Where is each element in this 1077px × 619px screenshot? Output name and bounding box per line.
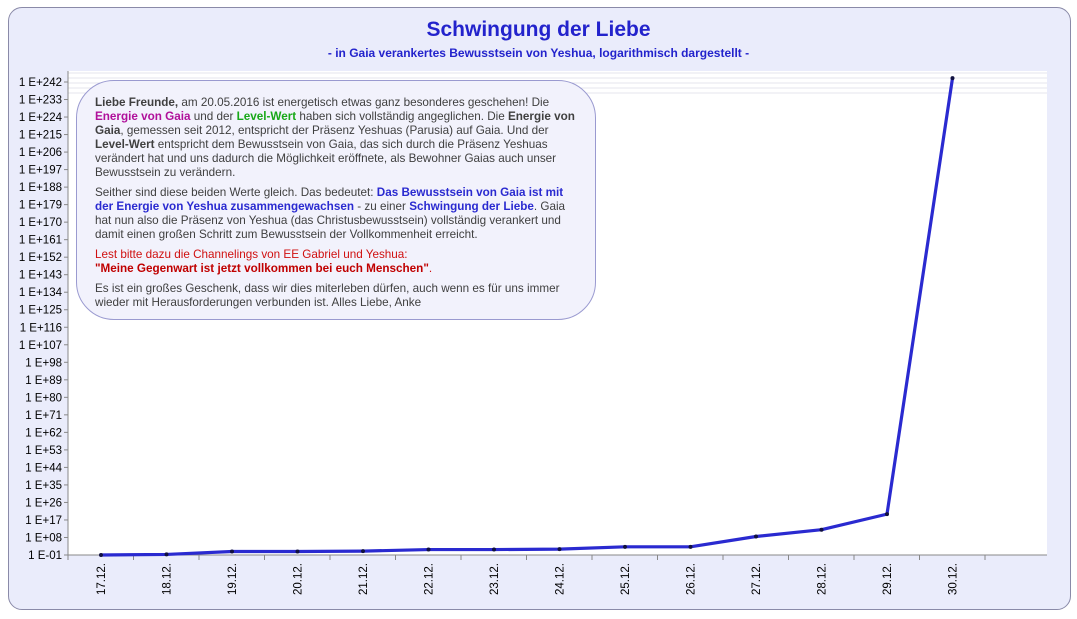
energie-label: Energie von Gaia [95, 110, 191, 123]
note-paragraph-3: Lest bitte dazu die Channelings von EE Gabriel und Yeshua: "Meine Gegenwart ist jetzt vollkommen bei euch Menschen". [95, 248, 433, 275]
data-point [230, 549, 234, 553]
x-tick-label: 18.12. [161, 563, 174, 595]
y-tick-label: 1 E+125 [18, 304, 62, 317]
y-axis [19, 71, 68, 562]
x-axis [68, 555, 1047, 595]
y-tick-label: 1 E-01 [28, 550, 62, 562]
data-point [492, 548, 496, 552]
y-tick-label: 1 E+62 [25, 427, 62, 440]
note-paragraph-2: Seither sind diese beiden Werte gleich. Das bedeutet: Das Bewusstsein von Gaia ist mit der Energie von Yeshua zusammengewachsen - zu einer Schwingung der Liebe. Gaia hat nun also die Präsenz von Yeshua (das Christusbewusstsein) vollständig verankert und damit einen großen Schritt zum Bewusstsein der Vollkommenheit erreicht. [95, 186, 566, 241]
y-tick-label: 1 E+224 [18, 112, 62, 125]
y-tick-label: 1 E+179 [18, 199, 62, 212]
x-tick-label: 21.12. [358, 563, 370, 595]
data-point [296, 549, 300, 553]
y-tick-label: 1 E+26 [25, 497, 62, 510]
x-tick-label: 23.12. [489, 563, 501, 595]
data-point [361, 549, 365, 553]
x-tick-label: 24.12. [554, 563, 567, 595]
level-label: Level-Wert [236, 110, 297, 123]
info-note [76, 80, 596, 320]
y-tick-label: 1 E+17 [25, 514, 62, 527]
y-tick-label: 1 E+35 [25, 479, 62, 492]
y-tick-label: 1 E+215 [18, 129, 62, 142]
x-tick-label: 19.12. [227, 563, 239, 595]
data-point [885, 512, 889, 516]
note-greeting: Liebe Freunde, [95, 96, 179, 109]
data-point [558, 547, 562, 551]
data-point [165, 552, 169, 556]
data-point [951, 76, 955, 80]
x-tick-label: 20.12. [292, 563, 305, 595]
y-tick-label: 1 E+116 [19, 322, 62, 335]
y-tick-label: 1 E+143 [18, 269, 62, 282]
y-tick-label: 1 E+170 [18, 217, 62, 230]
y-tick-label: 1 E+188 [18, 182, 62, 195]
y-tick-label: 1 E+152 [18, 252, 62, 265]
x-tick-label: 17.12. [96, 563, 108, 595]
y-tick-label: 1 E+08 [25, 532, 62, 545]
y-tick-label: 1 E+89 [25, 374, 62, 387]
y-tick-label: 1 E+197 [18, 164, 62, 177]
y-tick-label: 1 E+233 [18, 94, 62, 107]
y-tick-label: 1 E+71 [25, 409, 62, 422]
x-tick-label: 28.12. [816, 563, 829, 595]
data-point [820, 528, 824, 532]
channeling-quote: "Meine Gegenwart ist jetzt vollkommen bei euch Menschen" [95, 262, 429, 275]
data-point [427, 548, 431, 552]
y-tick-label: 1 E+161 [18, 234, 62, 247]
x-tick-label: 26.12. [685, 563, 698, 595]
y-tick-label: 1 E+206 [18, 147, 62, 160]
data-point [689, 545, 693, 549]
note-paragraph-4: Es ist ein großes Geschenk, dass wir dies miterleben dürfen, auch wenn es für uns immer wieder mit Herausforderungen verbunden ist. Alles Liebe, Anke [95, 282, 560, 309]
x-tick-label: 22.12. [423, 563, 436, 595]
y-tick-label: 1 E+107 [18, 339, 62, 352]
y-tick-label: 1 E+44 [25, 462, 62, 475]
y-tick-label: 1 E+53 [25, 444, 62, 457]
chart-title: Schwingung der Liebe [426, 18, 651, 41]
x-tick-label: 29.12. [882, 563, 894, 595]
x-tick-label: 30.12. [947, 563, 960, 595]
data-point [754, 535, 758, 539]
note-paragraph-1: Liebe Freunde, am 20.05.2016 ist energetisch etwas ganz besonderes geschehen! Die Energie von Gaia und der Level-Wert haben sich vollständig angeglichen. Die Energie von Gaia, gemessen seit 2012, entspricht der Präsenz Yeshuas (Parusia) auf Gaia. Und der Level-Wert entspricht dem Bewusstsein von Gaia, das sich durch die Präsenz Yeshuas verändert hat und uns dadurch die Möglichkeit eröffnete, als Bewohner Gaias auch unser Bewusstsein zu verändern. [95, 96, 575, 179]
y-tick-label: 1 E+242 [18, 77, 62, 89]
y-tick-label: 1 E+134 [18, 287, 62, 300]
x-tick-label: 27.12. [751, 563, 763, 595]
data-point [99, 553, 103, 557]
x-tick-label: 25.12. [620, 563, 632, 595]
y-tick-label: 1 E+98 [25, 357, 62, 370]
y-tick-label: 1 E+80 [25, 392, 62, 405]
chart-subtitle: - in Gaia verankertes Bewusstsein von Yeshua, logarithmisch dargestellt - [327, 46, 750, 60]
data-point [623, 545, 627, 549]
